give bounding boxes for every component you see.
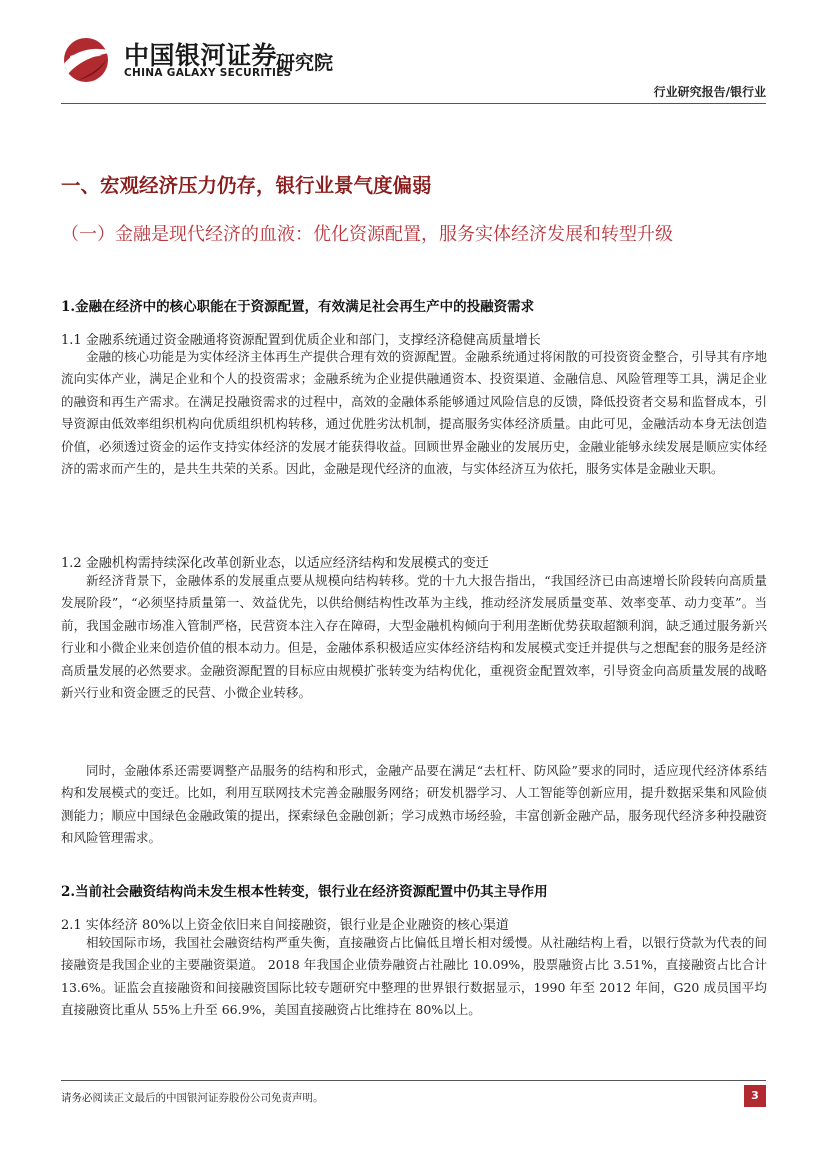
paragraph-1-2b: 同时，金融体系还需要调整产品服务的结构和形式，金融产品要在满足“去杠杆、防风险”要求的同时，适应现代经济体系结构和发展模式的变迁。比如，利用互联网技术完善金融服务网络；研发机器学习、人工智能等创新应用，提升数据采集和风险侦测能力；顺应中国绿色金融政策的提出，探索绿色金融创新；学习成熟市场经验，丰富创新金融产品，服务现代经济多种投融资和风险管理需求。: [61, 763, 767, 846]
brand-name-en: CHINA GALAXY SECURITIES: [124, 67, 292, 79]
footer-disclaimer: 请务必阅读正文最后的中国银河证券股份公司免责声明。: [61, 1092, 324, 1104]
paragraph-2-1: 相较国际市场，我国社会融资结构严重失衡，直接融资占比偏低且增长相对缓慢。从社融结构上看，以银行贷款为代表的间接融资是我国企业的主要融资渠道。 2018 年我国企业债券融资占社融比 10.09%，股票融资占比 3.51%，直接融资占比合计 13.6%。证监会直接融资和间接融资国际比较专题研究中整理的世界银行数据显示，1990 年至 2012 年间，G20 成员国平均直接融资比重从 55%上升至 66.9%，美国直接融资占比维持在 80%以上。: [61, 935, 767, 1018]
galaxy-logo-icon: [58, 34, 118, 84]
paragraph-1-1: 金融的核心功能是为实体经济主体再生产提供合理有效的资源配置。金融系统通过将闲散的可投资资金整合，引导其有序地流向实体产业，满足企业和个人的投资需求；金融系统为企业提供融通资本、投资渠道、金融信息、风险管理等工具，满足企业的融资和再生产需求。在满足投融资需求的过程中，高效的金融体系能够通过风险信息的反馈，降低投资者交易和监督成本，引导资源由低效率组织机构向优质组织机构转移，通过优胜劣汰机制，提高服务实体经济质量。由此可见，金融活动本身无法创造价值，必须透过资金的运作支持实体经济的发展才能获得收益。回顾世界金融业的发展历史，金融业能够永续发展是顺应实体经济的需求而产生的，是共生共荣的关系。因此，金融是现代经济的血液，与实体经济互为依托，服务实体是金融业天职。: [61, 349, 767, 477]
brand-institute: 研究院: [276, 52, 334, 74]
brand-name-cn: 中国银河证券: [124, 41, 278, 70]
point-heading-2-1: 2.1 实体经济 80%以上资金依旧来自间接融资，银行业是企业融资的核心渠道: [61, 918, 509, 933]
point-heading-1-1: 1.1 金融系统通过资金融通将资源配置到优质企业和部门，支撑经济稳健高质量增长: [61, 333, 541, 348]
section-heading: （一）金融是现代经济的血液：优化资源配置，服务实体经济发展和转型升级: [61, 224, 673, 245]
paragraph-1-2a: 新经济背景下，金融体系的发展重点要从规模向结构转移。党的十九大报告指出，“我国经济已由高速增长阶段转向高质量发展阶段”，“必须坚持质量第一、效益优先，以供给侧结构性改革为主线，推动经济发展质量变革、效率变革、动力变革”。当前，我国金融市场准入管制严格，民营资本注入存在障碍，大型金融机构倾向于利用垄断优势获取超额利润，缺乏通过服务新兴行业和小微企业来创造价值的根本动力。但是，金融体系积极适应实体经济结构和发展模式变迁并提供与之想配套的服务是经济高质量发展的必然要求。金融资源配置的目标应由规模扩张转变为结构优化，重视资金配置效率，引导资金向高质量发展的战略新兴行业和资金匮乏的民营、小微企业转移。: [61, 573, 767, 701]
document-type: 行业研究报告/银行业: [653, 85, 766, 99]
point-heading-1-2: 1.2 金融机构需持续深化改革创新业态，以适应经济结构和发展模式的变迁: [61, 556, 489, 571]
chapter-heading: 一、宏观经济压力仍存，银行业景气度偏弱: [61, 174, 432, 197]
subsection-heading-1: 1.金融在经济中的核心职能在于资源配置，有效满足社会再生产中的投融资需求: [61, 299, 535, 315]
page-number: 3: [744, 1085, 766, 1107]
footer-divider: [61, 1080, 766, 1081]
subsection-heading-2: 2.当前社会融资结构尚未发生根本性转变，银行业在经济资源配置中仍其主导作用: [61, 884, 548, 900]
header-divider: [61, 103, 766, 104]
